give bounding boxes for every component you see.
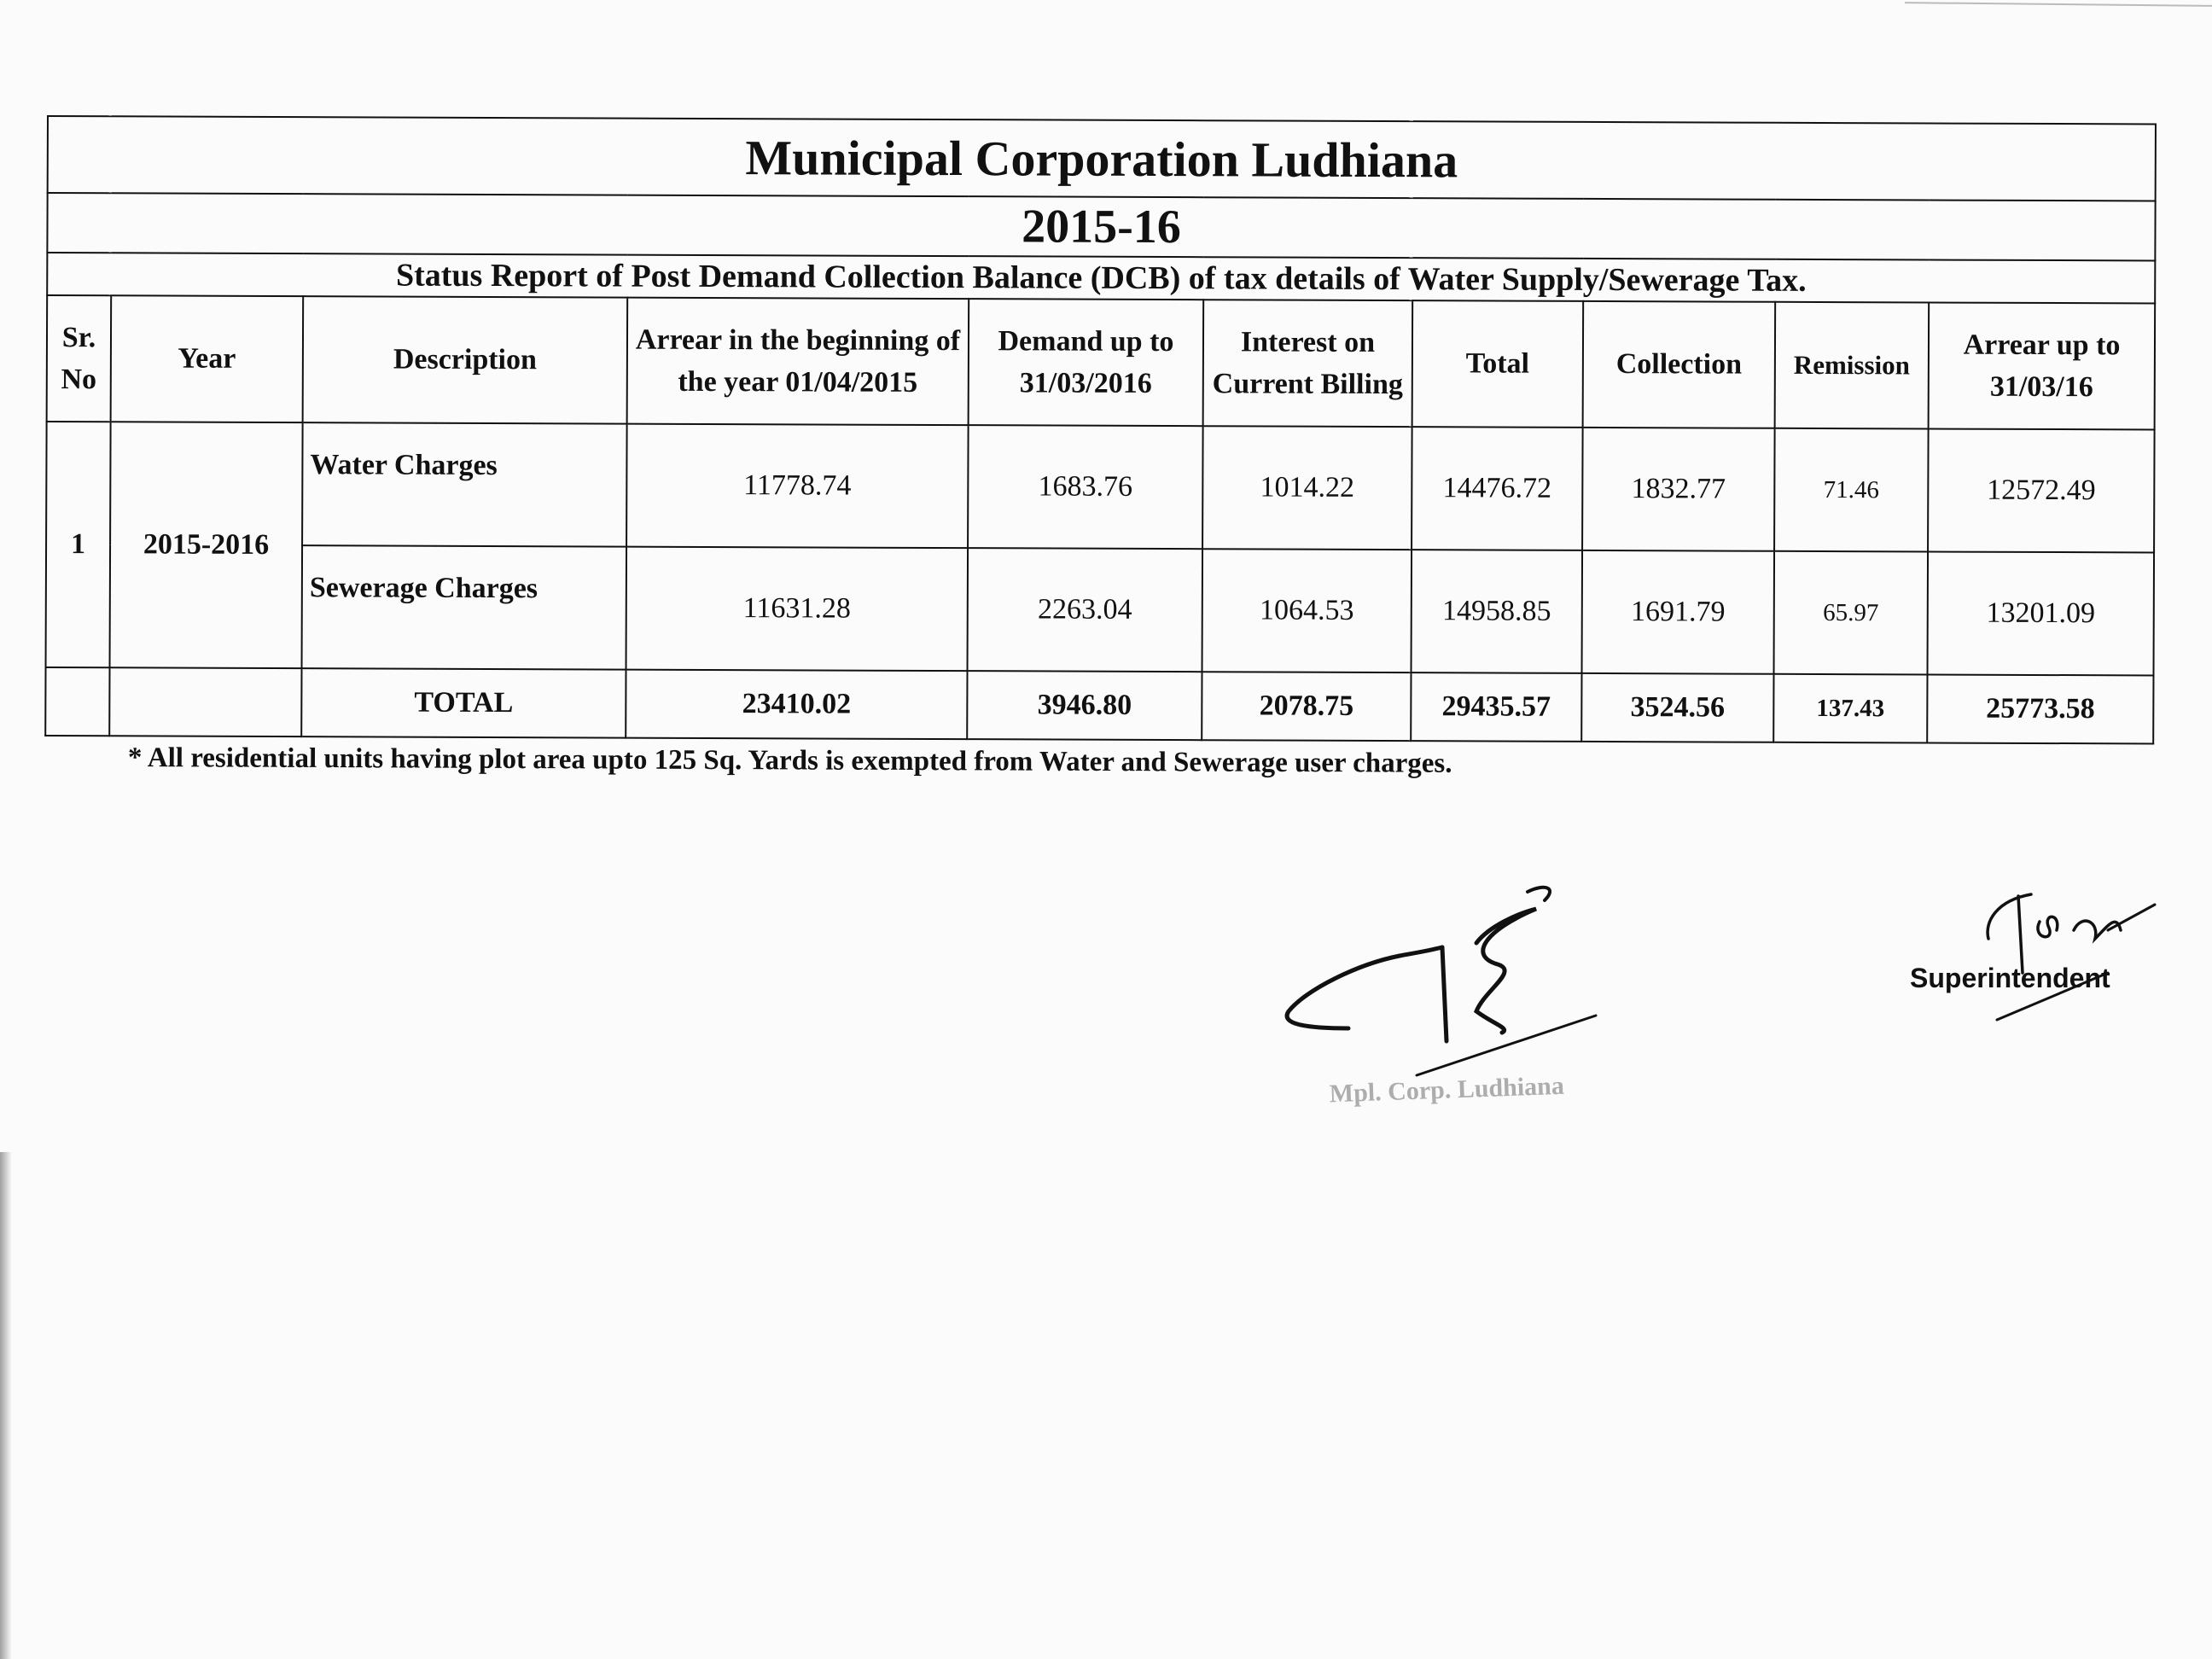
interest-cell: 1064.53 bbox=[1202, 549, 1412, 672]
dcb-table bbox=[44, 115, 2157, 744]
arrear-end-cell: 13201.09 bbox=[1927, 551, 2154, 675]
officer-signature bbox=[1272, 862, 1621, 1101]
arrear-beginning-cell: 11631.28 bbox=[626, 547, 969, 672]
collection-cell: 1832.77 bbox=[1582, 428, 1775, 551]
header-remission: Remission bbox=[1775, 302, 1930, 429]
total-arrear-end: 25773.58 bbox=[1927, 674, 2153, 743]
header-arrear-end: Arrear up to 31/03/16 bbox=[1929, 302, 2156, 429]
table-row bbox=[46, 544, 2155, 675]
total-total: 29435.57 bbox=[1411, 672, 1581, 742]
year-title: 2015-16 bbox=[47, 193, 2155, 260]
header-description: Description bbox=[303, 296, 628, 423]
collection-cell: 1691.79 bbox=[1582, 550, 1775, 674]
empty-cell bbox=[45, 667, 109, 736]
sr-no-cell: 1 bbox=[46, 422, 111, 667]
superintendent-signature bbox=[1937, 862, 2159, 1041]
official-stamp bbox=[1329, 1065, 1692, 1223]
header-collection: Collection bbox=[1583, 301, 1776, 428]
header-total: Total bbox=[1412, 300, 1584, 428]
stamp-line: Mpl. Corp. Ludhiana bbox=[1329, 1071, 1565, 1109]
table-row bbox=[46, 422, 2155, 552]
total-demand: 3946.80 bbox=[967, 671, 1202, 740]
total-row bbox=[45, 667, 2153, 743]
header-arrear-beginning: Arrear in the beginning of the year 01/04/2015 bbox=[627, 298, 969, 426]
total-arrear-beginning: 23410.02 bbox=[626, 670, 967, 740]
interest-cell: 1014.22 bbox=[1202, 426, 1412, 550]
footnote: * All residential units having plot area upto 125 Sq. Yards is exempted from Water and Sewerage user charges. bbox=[127, 742, 1452, 779]
header-interest: Interest on Current Billing bbox=[1203, 300, 1413, 427]
header-demand: Demand up to 31/03/2016 bbox=[969, 299, 1204, 426]
year-cell: 2015-2016 bbox=[110, 422, 303, 668]
arrear-end-cell: 12572.49 bbox=[1928, 428, 2155, 552]
scan-edge-line bbox=[1905, 2, 2212, 7]
total-collection: 3524.56 bbox=[1581, 673, 1773, 742]
demand-cell: 2263.04 bbox=[968, 548, 1203, 672]
header-sr-no: Sr. No bbox=[47, 295, 112, 422]
remission-cell: 71.46 bbox=[1774, 428, 1929, 552]
superintendent-label: Superintendent bbox=[1910, 963, 2110, 993]
remission-cell: 65.97 bbox=[1774, 551, 1929, 675]
organization-title: Municipal Corporation Ludhiana bbox=[48, 116, 2156, 201]
total-cell: 14476.72 bbox=[1412, 427, 1583, 550]
report-sheet bbox=[44, 115, 2155, 744]
header-year: Year bbox=[111, 295, 304, 422]
empty-cell bbox=[109, 667, 301, 736]
scan-edge-shadow bbox=[0, 1152, 12, 1659]
arrear-beginning-cell: 11778.74 bbox=[626, 424, 969, 549]
total-cell: 14958.85 bbox=[1412, 550, 1583, 673]
total-label: TOTAL bbox=[301, 668, 626, 737]
description-cell: Sewerage Charges bbox=[302, 545, 627, 669]
header-row bbox=[47, 295, 2156, 429]
total-interest: 2078.75 bbox=[1202, 672, 1411, 741]
demand-cell: 1683.76 bbox=[968, 425, 1203, 549]
description-cell: Water Charges bbox=[302, 422, 627, 546]
report-title: Status Report of Post Demand Collection Balance (DCB) of tax details of Water Supply/Sewerage Tax. bbox=[47, 253, 2155, 303]
total-remission: 137.43 bbox=[1773, 674, 1927, 743]
